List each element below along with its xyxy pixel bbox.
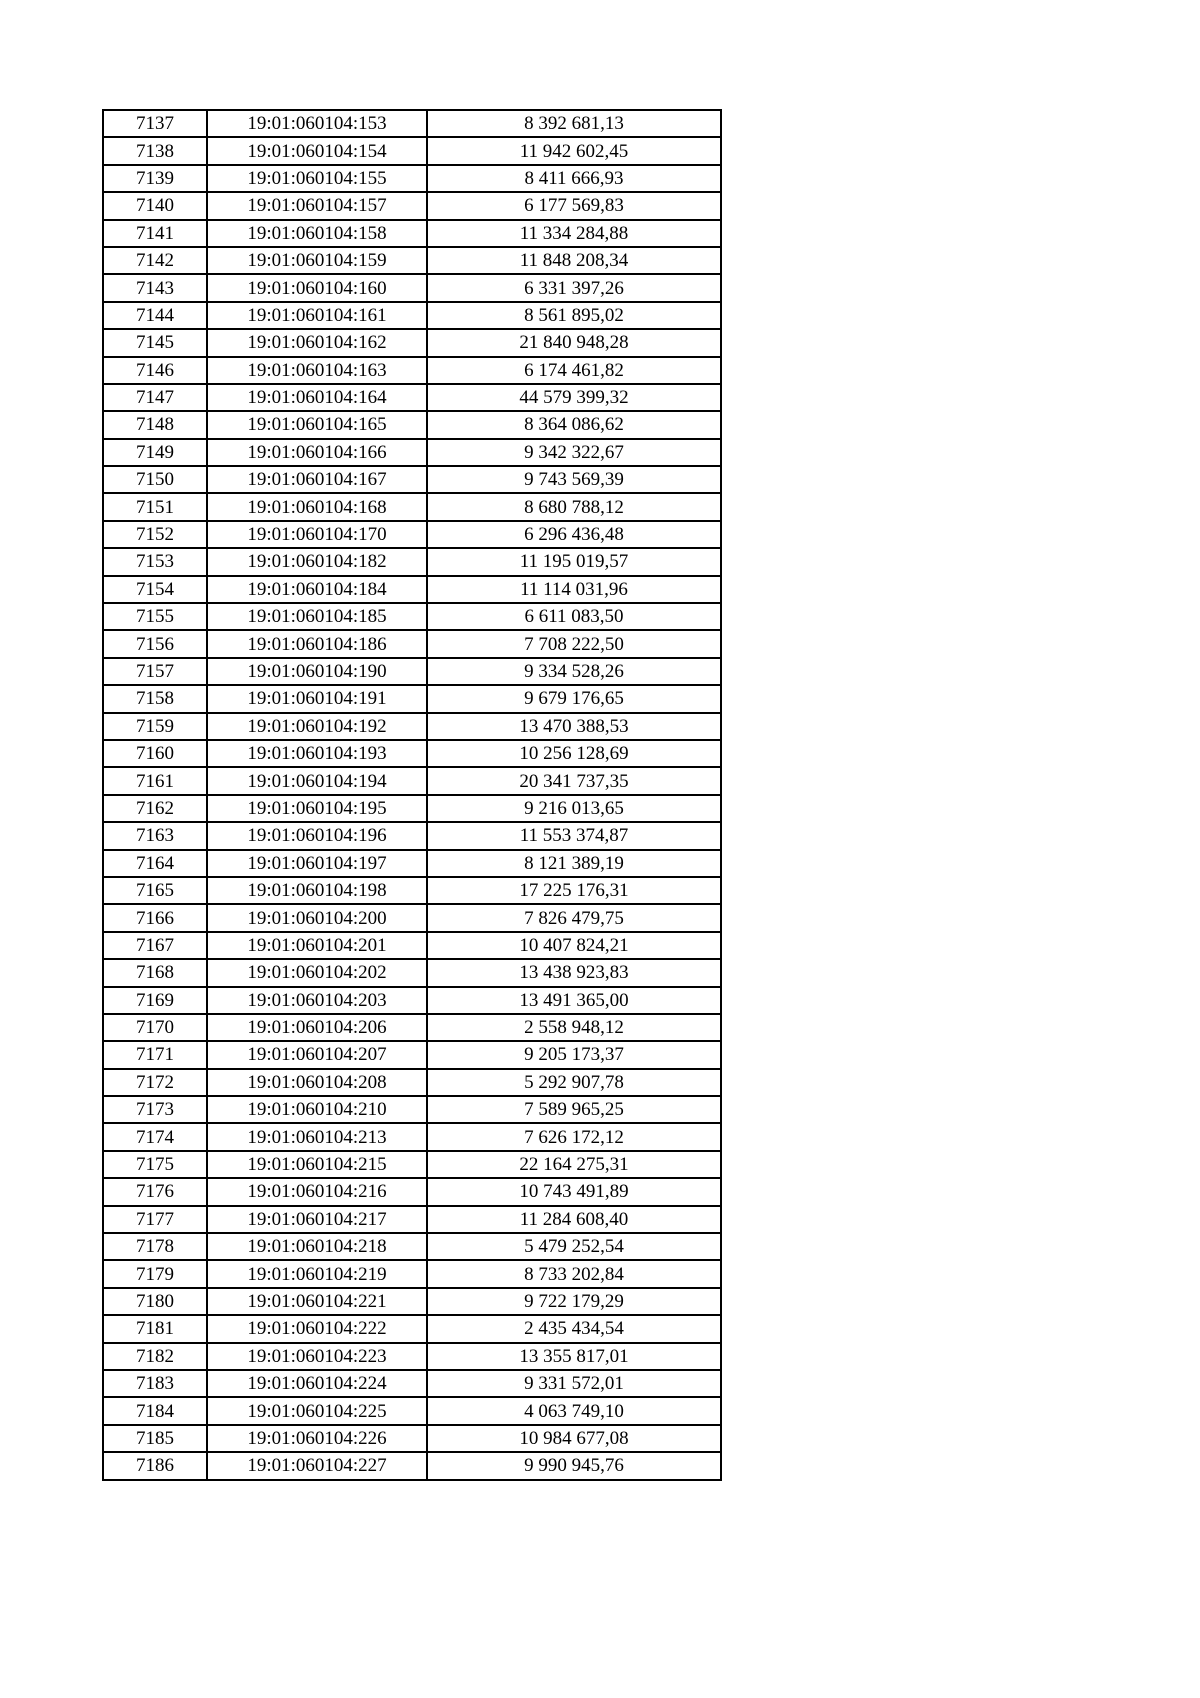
row-number-cell: 7167 xyxy=(103,932,207,959)
cadastral-number-cell: 19:01:060104:224 xyxy=(207,1370,427,1397)
cadastral-value-cell: 2 435 434,54 xyxy=(427,1315,721,1342)
row-number-cell: 7158 xyxy=(103,685,207,712)
table-row xyxy=(103,1069,721,1096)
row-number-cell: 7162 xyxy=(103,795,207,822)
table-row xyxy=(103,1452,721,1479)
cadastral-number-cell: 19:01:060104:193 xyxy=(207,740,427,767)
row-number-cell: 7147 xyxy=(103,384,207,411)
cadastral-number-cell: 19:01:060104:164 xyxy=(207,384,427,411)
cadastral-number-cell: 19:01:060104:202 xyxy=(207,959,427,986)
row-number-cell: 7163 xyxy=(103,822,207,849)
cadastral-number-cell: 19:01:060104:191 xyxy=(207,685,427,712)
cadastral-number-cell: 19:01:060104:157 xyxy=(207,192,427,219)
row-number-cell: 7145 xyxy=(103,329,207,356)
table-row xyxy=(103,220,721,247)
table-row xyxy=(103,685,721,712)
row-number-cell: 7142 xyxy=(103,247,207,274)
row-number-cell: 7157 xyxy=(103,658,207,685)
cadastral-number-cell: 19:01:060104:210 xyxy=(207,1096,427,1123)
cadastral-value-cell: 8 392 681,13 xyxy=(427,110,721,137)
cadastral-number-cell: 19:01:060104:163 xyxy=(207,357,427,384)
cadastral-value-table xyxy=(102,109,722,1481)
cadastral-value-cell: 10 984 677,08 xyxy=(427,1425,721,1452)
cadastral-value-cell: 7 826 479,75 xyxy=(427,904,721,931)
cadastral-value-cell: 9 990 945,76 xyxy=(427,1452,721,1479)
cadastral-number-cell: 19:01:060104:162 xyxy=(207,329,427,356)
cadastral-number-cell: 19:01:060104:158 xyxy=(207,220,427,247)
row-number-cell: 7185 xyxy=(103,1425,207,1452)
cadastral-number-cell: 19:01:060104:185 xyxy=(207,603,427,630)
table-row xyxy=(103,384,721,411)
cadastral-number-cell: 19:01:060104:217 xyxy=(207,1206,427,1233)
cadastral-number-cell: 19:01:060104:184 xyxy=(207,576,427,603)
cadastral-value-cell: 9 342 322,67 xyxy=(427,439,721,466)
cadastral-number-cell: 19:01:060104:223 xyxy=(207,1343,427,1370)
row-number-cell: 7173 xyxy=(103,1096,207,1123)
cadastral-value-cell: 9 334 528,26 xyxy=(427,658,721,685)
cadastral-value-cell: 13 355 817,01 xyxy=(427,1343,721,1370)
cadastral-number-cell: 19:01:060104:208 xyxy=(207,1069,427,1096)
cadastral-value-cell: 20 341 737,35 xyxy=(427,767,721,794)
row-number-cell: 7176 xyxy=(103,1178,207,1205)
row-number-cell: 7172 xyxy=(103,1069,207,1096)
row-number-cell: 7160 xyxy=(103,740,207,767)
table-row xyxy=(103,1260,721,1287)
cadastral-number-cell: 19:01:060104:161 xyxy=(207,302,427,329)
table-row xyxy=(103,932,721,959)
row-number-cell: 7177 xyxy=(103,1206,207,1233)
cadastral-number-cell: 19:01:060104:197 xyxy=(207,850,427,877)
row-number-cell: 7138 xyxy=(103,137,207,164)
cadastral-number-cell: 19:01:060104:206 xyxy=(207,1014,427,1041)
row-number-cell: 7164 xyxy=(103,850,207,877)
table-row xyxy=(103,548,721,575)
cadastral-value-cell: 6 331 397,26 xyxy=(427,274,721,301)
cadastral-value-cell: 9 216 013,65 xyxy=(427,795,721,822)
cadastral-number-cell: 19:01:060104:221 xyxy=(207,1288,427,1315)
table-row xyxy=(103,603,721,630)
cadastral-number-cell: 19:01:060104:198 xyxy=(207,877,427,904)
cadastral-value-cell: 11 334 284,88 xyxy=(427,220,721,247)
cadastral-value-cell: 11 553 374,87 xyxy=(427,822,721,849)
cadastral-value-cell: 9 679 176,65 xyxy=(427,685,721,712)
row-number-cell: 7165 xyxy=(103,877,207,904)
cadastral-number-cell: 19:01:060104:182 xyxy=(207,548,427,575)
row-number-cell: 7174 xyxy=(103,1123,207,1150)
table-row xyxy=(103,767,721,794)
cadastral-number-cell: 19:01:060104:154 xyxy=(207,137,427,164)
table-row xyxy=(103,274,721,301)
cadastral-number-cell: 19:01:060104:160 xyxy=(207,274,427,301)
table-row xyxy=(103,822,721,849)
cadastral-number-cell: 19:01:060104:192 xyxy=(207,713,427,740)
row-number-cell: 7170 xyxy=(103,1014,207,1041)
cadastral-number-cell: 19:01:060104:226 xyxy=(207,1425,427,1452)
table-row xyxy=(103,1370,721,1397)
table-row xyxy=(103,959,721,986)
row-number-cell: 7169 xyxy=(103,987,207,1014)
cadastral-number-cell: 19:01:060104:186 xyxy=(207,630,427,657)
cadastral-value-cell: 6 177 569,83 xyxy=(427,192,721,219)
table-row xyxy=(103,877,721,904)
cadastral-number-cell: 19:01:060104:213 xyxy=(207,1123,427,1150)
cadastral-value-cell: 8 680 788,12 xyxy=(427,493,721,520)
row-number-cell: 7146 xyxy=(103,357,207,384)
row-number-cell: 7186 xyxy=(103,1452,207,1479)
table-row xyxy=(103,1288,721,1315)
table-row xyxy=(103,439,721,466)
cadastral-value-cell: 8 121 389,19 xyxy=(427,850,721,877)
cadastral-number-cell: 19:01:060104:227 xyxy=(207,1452,427,1479)
row-number-cell: 7154 xyxy=(103,576,207,603)
cadastral-value-cell: 9 743 569,39 xyxy=(427,466,721,493)
row-number-cell: 7155 xyxy=(103,603,207,630)
table-row xyxy=(103,411,721,438)
row-number-cell: 7166 xyxy=(103,904,207,931)
cadastral-value-cell: 9 331 572,01 xyxy=(427,1370,721,1397)
table-row xyxy=(103,1041,721,1068)
cadastral-number-cell: 19:01:060104:170 xyxy=(207,521,427,548)
row-number-cell: 7141 xyxy=(103,220,207,247)
cadastral-number-cell: 19:01:060104:196 xyxy=(207,822,427,849)
cadastral-value-cell: 5 292 907,78 xyxy=(427,1069,721,1096)
cadastral-value-cell: 6 611 083,50 xyxy=(427,603,721,630)
table-row xyxy=(103,1178,721,1205)
row-number-cell: 7178 xyxy=(103,1233,207,1260)
table-row xyxy=(103,1151,721,1178)
row-number-cell: 7150 xyxy=(103,466,207,493)
row-number-cell: 7143 xyxy=(103,274,207,301)
cadastral-value-cell: 6 174 461,82 xyxy=(427,357,721,384)
cadastral-value-cell: 7 708 222,50 xyxy=(427,630,721,657)
cadastral-value-cell: 8 561 895,02 xyxy=(427,302,721,329)
row-number-cell: 7181 xyxy=(103,1315,207,1342)
table-row xyxy=(103,1206,721,1233)
cadastral-value-cell: 6 296 436,48 xyxy=(427,521,721,548)
cadastral-number-cell: 19:01:060104:153 xyxy=(207,110,427,137)
cadastral-number-cell: 19:01:060104:155 xyxy=(207,165,427,192)
table-row xyxy=(103,521,721,548)
table-row xyxy=(103,329,721,356)
row-number-cell: 7183 xyxy=(103,1370,207,1397)
row-number-cell: 7184 xyxy=(103,1397,207,1424)
row-number-cell: 7179 xyxy=(103,1260,207,1287)
cadastral-number-cell: 19:01:060104:203 xyxy=(207,987,427,1014)
table-row xyxy=(103,987,721,1014)
cadastral-value-cell: 13 470 388,53 xyxy=(427,713,721,740)
table-row xyxy=(103,904,721,931)
table-row xyxy=(103,795,721,822)
cadastral-value-cell: 22 164 275,31 xyxy=(427,1151,721,1178)
cadastral-value-cell: 17 225 176,31 xyxy=(427,877,721,904)
cadastral-value-cell: 8 364 086,62 xyxy=(427,411,721,438)
row-number-cell: 7175 xyxy=(103,1151,207,1178)
table-row xyxy=(103,137,721,164)
cadastral-number-cell: 19:01:060104:200 xyxy=(207,904,427,931)
row-number-cell: 7140 xyxy=(103,192,207,219)
cadastral-value-cell: 4 063 749,10 xyxy=(427,1397,721,1424)
row-number-cell: 7161 xyxy=(103,767,207,794)
cadastral-value-cell: 44 579 399,32 xyxy=(427,384,721,411)
table-row xyxy=(103,192,721,219)
table-row xyxy=(103,576,721,603)
cadastral-value-cell: 10 743 491,89 xyxy=(427,1178,721,1205)
cadastral-value-cell: 7 626 172,12 xyxy=(427,1123,721,1150)
table-row xyxy=(103,302,721,329)
cadastral-number-cell: 19:01:060104:165 xyxy=(207,411,427,438)
table-body xyxy=(103,110,721,1480)
cadastral-number-cell: 19:01:060104:216 xyxy=(207,1178,427,1205)
row-number-cell: 7159 xyxy=(103,713,207,740)
cadastral-number-cell: 19:01:060104:194 xyxy=(207,767,427,794)
cadastral-number-cell: 19:01:060104:159 xyxy=(207,247,427,274)
table-row xyxy=(103,1014,721,1041)
cadastral-value-cell: 2 558 948,12 xyxy=(427,1014,721,1041)
cadastral-number-cell: 19:01:060104:168 xyxy=(207,493,427,520)
cadastral-number-cell: 19:01:060104:219 xyxy=(207,1260,427,1287)
row-number-cell: 7171 xyxy=(103,1041,207,1068)
cadastral-value-cell: 11 848 208,34 xyxy=(427,247,721,274)
cadastral-number-cell: 19:01:060104:167 xyxy=(207,466,427,493)
table-row xyxy=(103,493,721,520)
cadastral-number-cell: 19:01:060104:195 xyxy=(207,795,427,822)
cadastral-value-cell: 5 479 252,54 xyxy=(427,1233,721,1260)
table-row xyxy=(103,1343,721,1370)
cadastral-number-cell: 19:01:060104:218 xyxy=(207,1233,427,1260)
table-row xyxy=(103,658,721,685)
row-number-cell: 7137 xyxy=(103,110,207,137)
cadastral-value-cell: 11 195 019,57 xyxy=(427,548,721,575)
row-number-cell: 7148 xyxy=(103,411,207,438)
table-row xyxy=(103,1425,721,1452)
row-number-cell: 7144 xyxy=(103,302,207,329)
row-number-cell: 7180 xyxy=(103,1288,207,1315)
table-row xyxy=(103,165,721,192)
row-number-cell: 7139 xyxy=(103,165,207,192)
table-row xyxy=(103,1397,721,1424)
table-row xyxy=(103,630,721,657)
row-number-cell: 7152 xyxy=(103,521,207,548)
cadastral-number-cell: 19:01:060104:190 xyxy=(207,658,427,685)
table-row xyxy=(103,357,721,384)
table-row xyxy=(103,713,721,740)
row-number-cell: 7156 xyxy=(103,630,207,657)
cadastral-value-cell: 11 942 602,45 xyxy=(427,137,721,164)
table-row xyxy=(103,1123,721,1150)
table-row xyxy=(103,850,721,877)
cadastral-number-cell: 19:01:060104:201 xyxy=(207,932,427,959)
cadastral-value-cell: 8 411 666,93 xyxy=(427,165,721,192)
row-number-cell: 7151 xyxy=(103,493,207,520)
cadastral-value-cell: 13 491 365,00 xyxy=(427,987,721,1014)
cadastral-number-cell: 19:01:060104:225 xyxy=(207,1397,427,1424)
cadastral-value-cell: 11 284 608,40 xyxy=(427,1206,721,1233)
cadastral-value-cell: 10 256 128,69 xyxy=(427,740,721,767)
table-row xyxy=(103,740,721,767)
cadastral-value-cell: 9 205 173,37 xyxy=(427,1041,721,1068)
table-row xyxy=(103,247,721,274)
table-row xyxy=(103,1233,721,1260)
cadastral-value-cell: 10 407 824,21 xyxy=(427,932,721,959)
cadastral-value-cell: 21 840 948,28 xyxy=(427,329,721,356)
row-number-cell: 7168 xyxy=(103,959,207,986)
table-row xyxy=(103,1096,721,1123)
cadastral-number-cell: 19:01:060104:215 xyxy=(207,1151,427,1178)
row-number-cell: 7182 xyxy=(103,1343,207,1370)
cadastral-number-cell: 19:01:060104:222 xyxy=(207,1315,427,1342)
table-row xyxy=(103,110,721,137)
cadastral-value-cell: 13 438 923,83 xyxy=(427,959,721,986)
row-number-cell: 7149 xyxy=(103,439,207,466)
table-row xyxy=(103,466,721,493)
cadastral-value-cell: 8 733 202,84 xyxy=(427,1260,721,1287)
row-number-cell: 7153 xyxy=(103,548,207,575)
table-row xyxy=(103,1315,721,1342)
cadastral-value-cell: 7 589 965,25 xyxy=(427,1096,721,1123)
cadastral-value-cell: 11 114 031,96 xyxy=(427,576,721,603)
cadastral-number-cell: 19:01:060104:207 xyxy=(207,1041,427,1068)
cadastral-number-cell: 19:01:060104:166 xyxy=(207,439,427,466)
cadastral-value-cell: 9 722 179,29 xyxy=(427,1288,721,1315)
